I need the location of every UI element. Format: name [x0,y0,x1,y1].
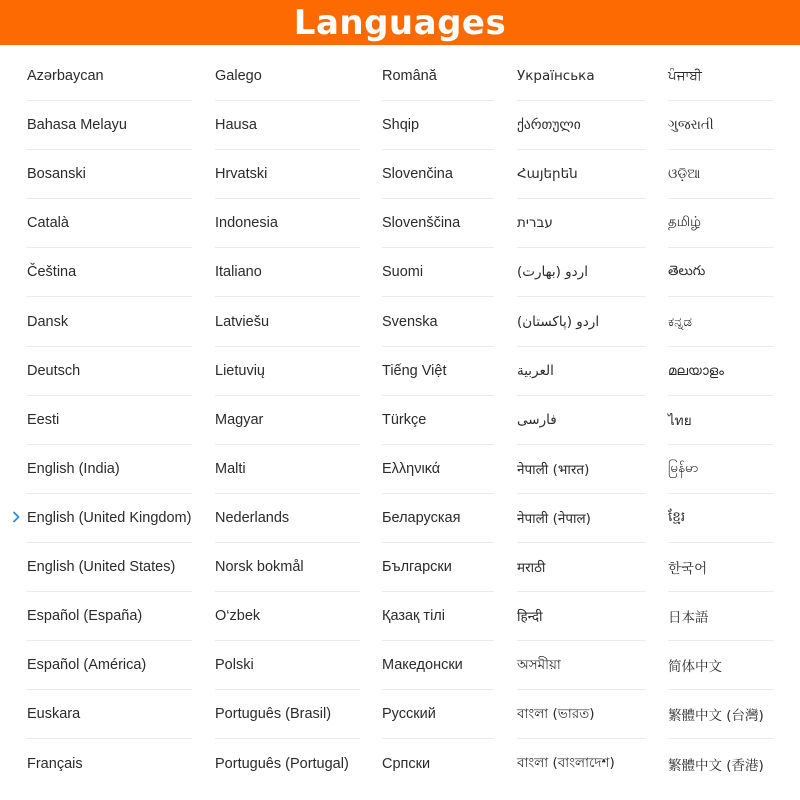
language-column-4 [517,52,645,788]
language-label: اردو (بھارت) [517,264,588,281]
language-item-english-india[interactable] [27,445,192,494]
language-label: Latviešu [215,313,270,330]
language-label: Slovenščina [382,215,461,232]
language-label: ქართული [517,117,581,134]
language-item-espanol-america[interactable] [27,641,192,690]
language-label: Dansk [27,313,69,330]
language-label: Հայերեն [517,166,578,183]
language-label: Русский [382,706,436,723]
language-label: Lietuvių [215,362,265,379]
language-label: اردو (پاکستان) [517,313,600,330]
language-item-georgian[interactable] [517,101,645,150]
language-item-eesti[interactable] [27,396,192,445]
language-label: मराठी [517,559,546,576]
language-label: Hrvatski [215,166,268,183]
language-item-italiano[interactable] [215,248,360,297]
language-label: Galego [215,68,262,85]
language-item-chinese-hongkong[interactable] [668,739,773,788]
language-item-bahasa-melayu[interactable] [27,101,192,150]
language-item-bangla-india[interactable] [517,690,645,739]
language-label: অসমীয়া [517,656,561,673]
language-item-shqip[interactable] [382,101,494,150]
language-item-portugues-portugal[interactable] [215,739,360,788]
language-item-nederlands[interactable] [215,494,360,543]
language-item-svenska[interactable] [382,297,494,346]
language-label: Norsk bokmål [215,558,304,575]
language-label: Español (América) [27,657,147,674]
language-item-malti[interactable] [215,445,360,494]
language-label: Italiano [215,264,262,281]
language-label: 한국어 [668,560,708,577]
language-item-polski[interactable] [215,641,360,690]
language-item-kannada[interactable] [668,297,773,346]
language-label: Română [382,68,437,85]
language-item-malayalam[interactable] [668,347,773,396]
language-item-chinese-simplified[interactable] [668,641,773,690]
language-item-bosanski[interactable] [27,150,192,199]
language-label: नेपाली (नेपाल) [517,510,591,527]
language-label: Українська [517,68,595,85]
language-label: Azərbaycan [27,68,104,85]
language-label: Hausa [215,117,257,134]
language-item-turkce[interactable] [382,396,494,445]
language-item-norsk-bokmal[interactable] [215,543,360,592]
language-label: Español (España) [27,608,143,625]
language-label: ไทย [668,412,692,429]
language-item-romana[interactable] [382,52,494,101]
language-label: বাংলা (ভারত) [517,705,595,722]
language-item-portugues-brasil[interactable] [215,690,360,739]
language-item-tieng-viet[interactable] [382,347,494,396]
language-item-burmese[interactable] [668,445,773,494]
language-label: Ελληνικά [382,460,441,477]
language-item-tamil[interactable] [668,199,773,248]
language-label: English (United States) [27,558,176,575]
language-item-francais[interactable] [27,739,192,788]
language-item-persian[interactable] [517,396,645,445]
language-item-khmer[interactable] [668,494,773,543]
language-item-slovenscina[interactable] [382,199,494,248]
language-item-urdu-india[interactable] [517,248,645,297]
language-item-azerbaycan[interactable] [27,52,192,101]
language-item-assamese[interactable] [517,641,645,690]
language-item-makedonski[interactable] [382,641,494,690]
language-column-5 [668,52,773,788]
language-label: 日本語 [668,610,709,627]
language-label: नेपाली (भारत) [517,461,590,478]
language-item-euskara[interactable] [27,690,192,739]
language-label: Svenska [382,313,438,330]
language-item-slovencina[interactable] [382,150,494,199]
language-item-lietuviu[interactable] [215,347,360,396]
language-label: עברית [517,215,553,232]
language-label: Tiếng Việt [382,362,447,379]
language-label: العربية [517,362,554,379]
language-item-indonesia[interactable] [215,199,360,248]
language-column-3 [382,52,494,788]
language-label: O‘zbek [215,608,261,625]
language-label: Shqip [382,117,420,134]
language-item-espanol-espana[interactable] [27,592,192,641]
language-label: Suomi [382,264,424,281]
language-item-armenian[interactable] [517,150,645,199]
language-label: English (India) [27,460,120,477]
language-column-1 [27,52,192,788]
language-item-english-us[interactable] [27,543,192,592]
language-label: ଓଡ଼ିଆ [668,166,701,183]
language-item-nepali-nepal[interactable] [517,494,645,543]
language-item-ozbek[interactable] [215,592,360,641]
language-label: Беларуская [382,509,461,526]
language-label: Bahasa Melayu [27,117,127,134]
language-label: Català [27,215,69,232]
language-item-urdu-pakistan[interactable] [517,297,645,346]
language-item-belaruskaya[interactable] [382,494,494,543]
language-item-ukrainska[interactable] [517,52,645,101]
language-item-arabic[interactable] [517,347,645,396]
language-label: Қазақ тілі [382,608,445,625]
language-item-srpski[interactable] [382,739,494,788]
language-item-kazakh[interactable] [382,592,494,641]
language-label: Português (Brasil) [215,706,332,723]
language-label: Slovenčina [382,166,453,183]
language-label: Français [27,755,83,772]
language-label: فارسی [517,411,557,428]
language-item-cestina[interactable] [27,248,192,297]
language-label: മലയാളം [668,362,724,379]
language-item-hrvatski[interactable] [215,150,360,199]
language-item-thai[interactable] [668,396,773,445]
language-item-galego[interactable] [215,52,360,101]
language-label: Português (Portugal) [215,755,349,772]
language-item-odia[interactable] [668,150,773,199]
language-item-gujarati[interactable] [668,101,773,150]
language-item-bangla-bangladesh[interactable] [517,739,645,788]
language-label: 简体中文 [668,659,722,676]
language-label: Български [382,558,452,575]
language-item-english-uk[interactable] [27,494,192,543]
language-item-hausa[interactable] [215,101,360,150]
language-label: ਪੰਜਾਬੀ [668,68,702,85]
language-label: বাংলা (বাংলাদেশ) [517,755,615,772]
language-item-hebrew[interactable] [517,199,645,248]
language-item-nepali-india[interactable] [517,445,645,494]
language-label: Eesti [27,411,60,428]
language-label: 繁體中文 (台灣) [668,708,764,725]
language-item-marathi[interactable] [517,543,645,592]
language-label: Polski [215,657,254,674]
page-title: Languages [293,2,507,43]
language-item-telugu[interactable] [668,248,773,297]
language-label: မြန်မာ [668,459,699,476]
language-label: Македонски [382,657,463,674]
language-item-korean[interactable] [668,543,773,592]
language-label: हिन्दी [517,609,543,626]
language-label: తెలుగు [668,262,706,279]
language-label: English (United Kingdom) [27,509,192,526]
language-item-russkiy[interactable] [382,690,494,739]
language-label: ខ្មែរ [668,508,686,525]
language-label: Türkçe [382,411,427,428]
language-label: ಕನ್ನಡ [668,313,693,330]
language-label: Nederlands [215,509,290,526]
language-item-hindi[interactable] [517,592,645,641]
language-label: 繁體中文 (香港) [668,757,764,774]
language-item-japanese[interactable] [668,592,773,641]
language-item-suomi[interactable] [382,248,494,297]
language-label: Српски [382,755,431,772]
language-item-ellinika[interactable] [382,445,494,494]
language-label: Čeština [27,264,77,281]
language-column-2 [215,52,360,788]
language-item-punjabi[interactable] [668,52,773,101]
header-bar [0,0,800,45]
language-item-latviesu[interactable] [215,297,360,346]
language-item-dansk[interactable] [27,297,192,346]
language-label: Indonesia [215,215,278,232]
language-label: தமிழ் [668,214,701,231]
language-label: Malti [215,460,246,477]
language-item-chinese-taiwan[interactable] [668,690,773,739]
language-item-catala[interactable] [27,199,192,248]
chevron-right-icon [12,511,21,523]
language-item-deutsch[interactable] [27,347,192,396]
language-label: Deutsch [27,362,81,379]
language-label: Magyar [215,411,264,428]
language-item-magyar[interactable] [215,396,360,445]
language-label: ગુજરાતી [668,117,714,134]
language-label: Euskara [27,706,81,723]
language-label: Bosanski [27,166,86,183]
language-item-bulgarski[interactable] [382,543,494,592]
